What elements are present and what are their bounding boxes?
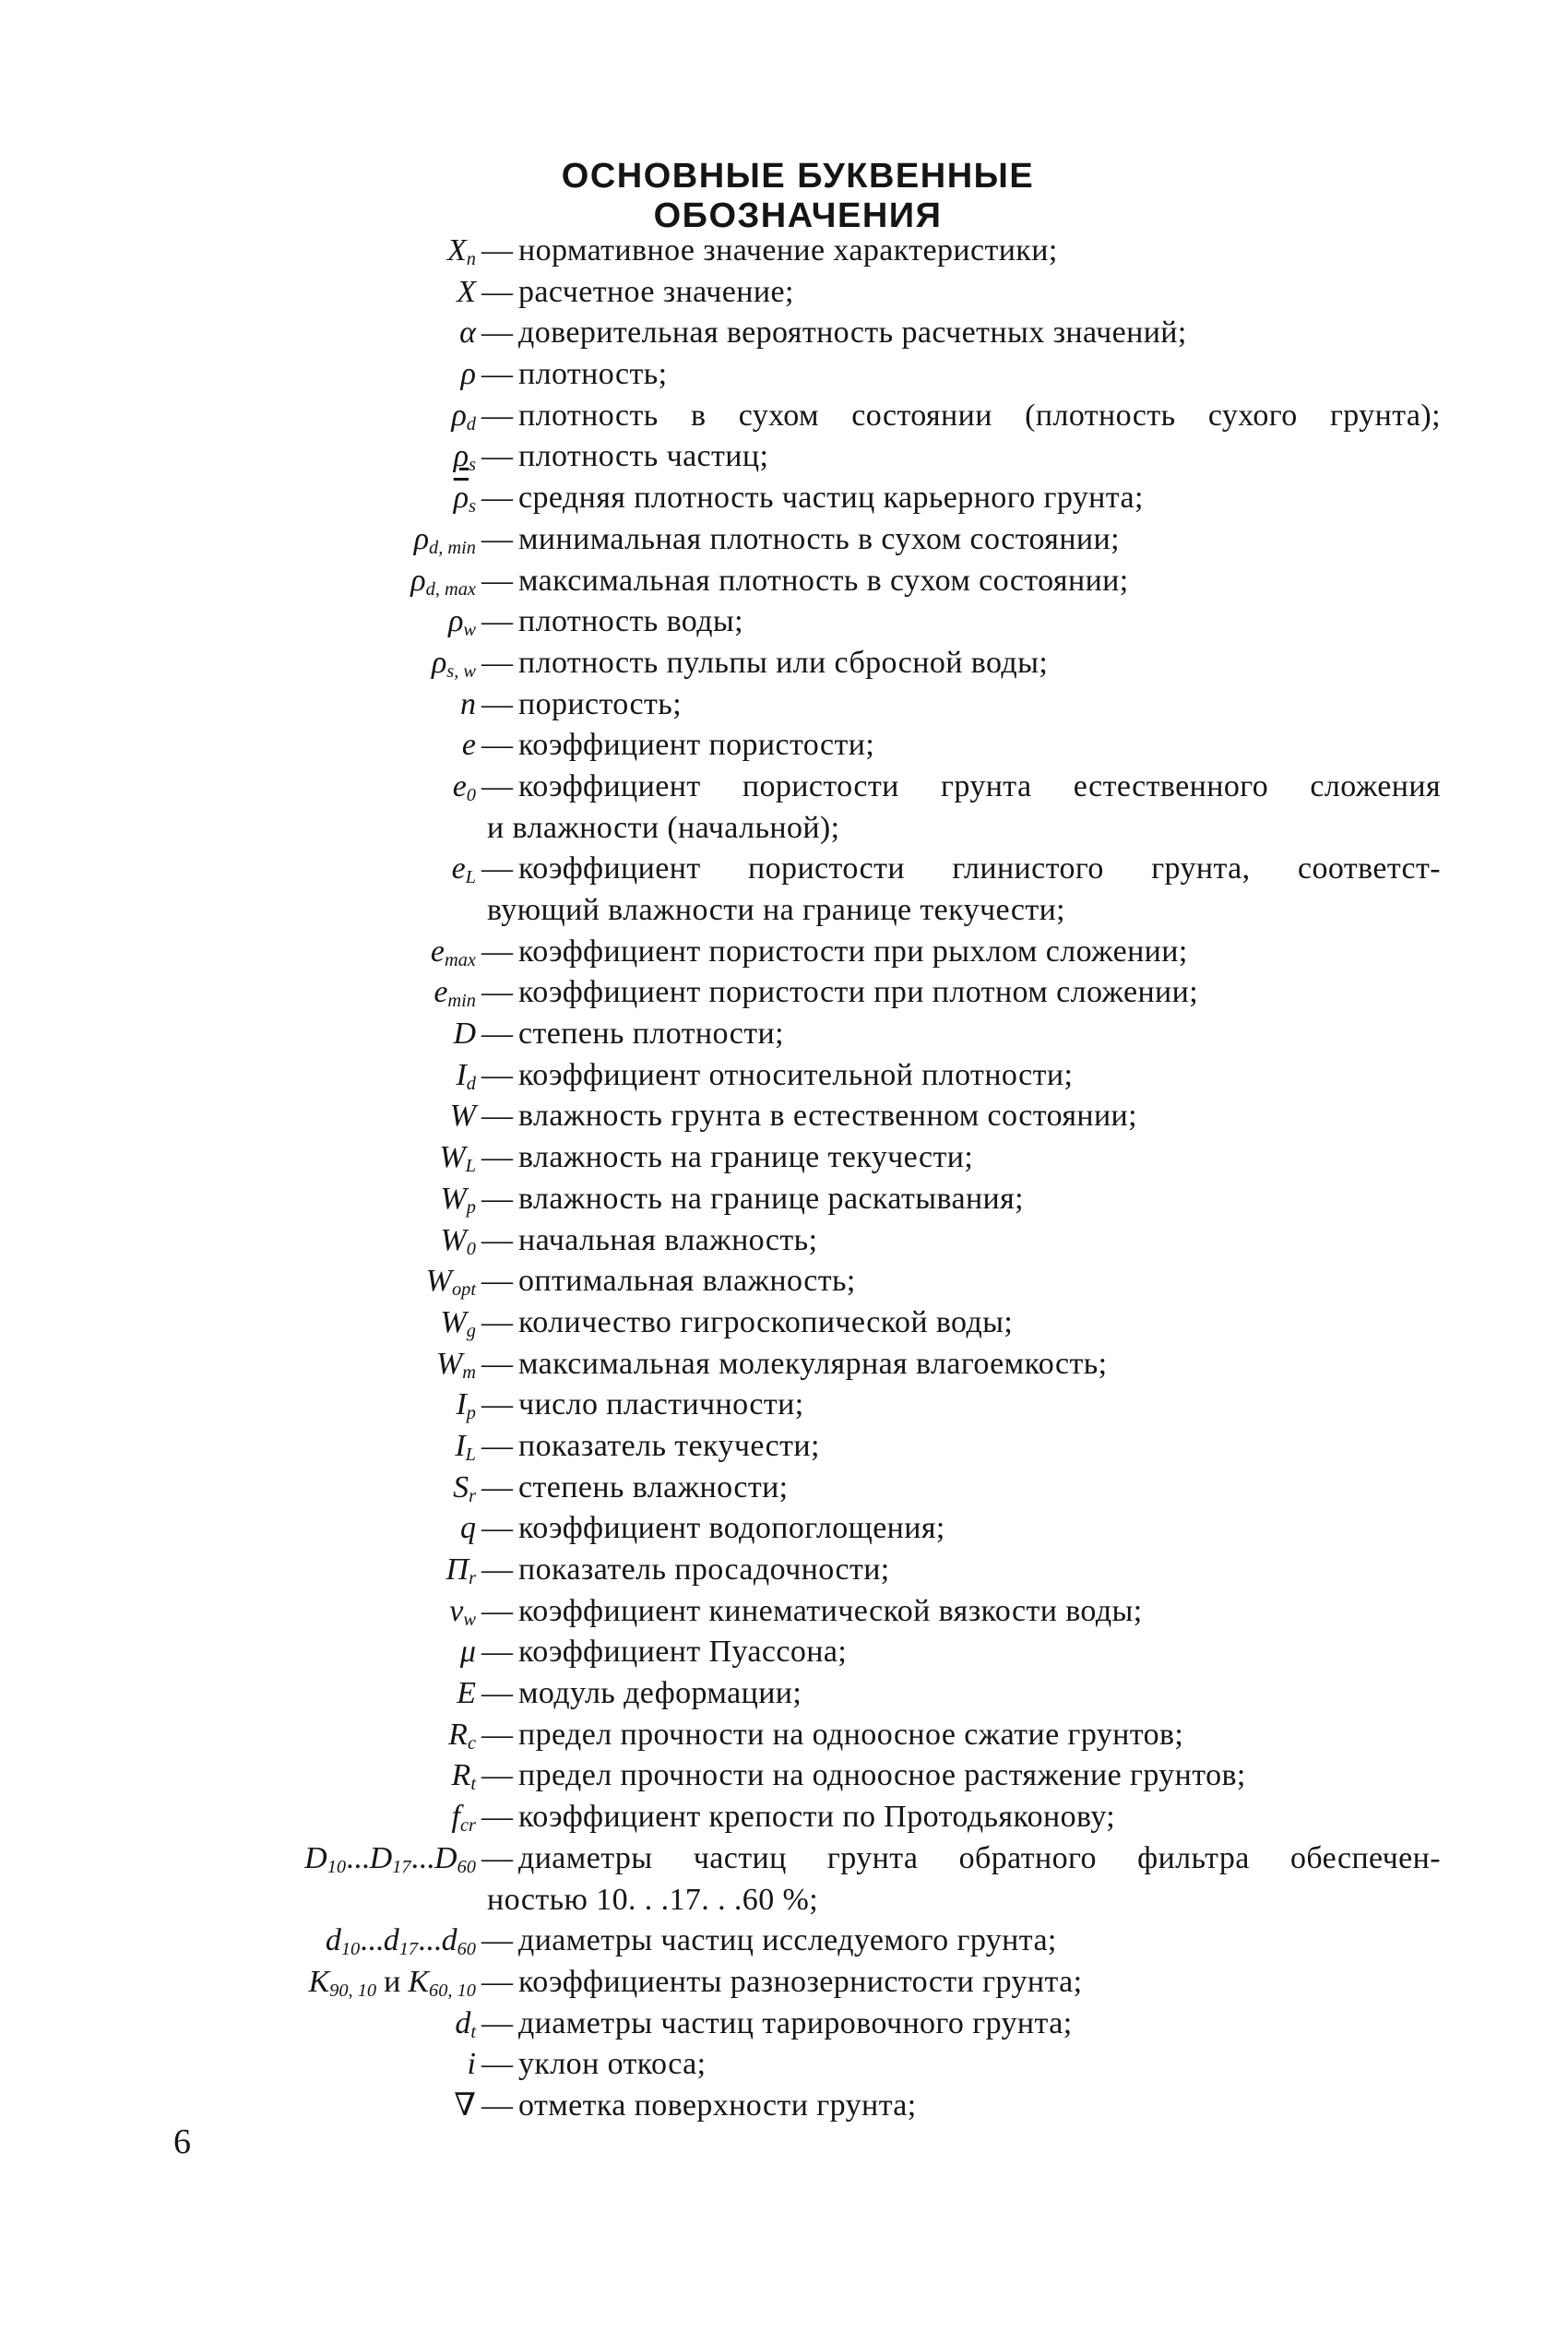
- symbol-base: d: [383, 1923, 399, 1958]
- em-dash: —: [481, 1346, 513, 1381]
- symbol-entry: [0, 354, 1568, 396]
- symbol-subscript: d: [466, 1073, 476, 1094]
- em-dash: —: [481, 1140, 513, 1175]
- em-dash: —: [481, 1057, 513, 1092]
- symbol: [0, 849, 478, 890]
- em-dash: —: [481, 934, 513, 969]
- em-dash: —: [481, 398, 513, 433]
- symbol-definition: количество гигроскопической воды;: [518, 1304, 1014, 1339]
- symbol-entry: [0, 519, 1568, 561]
- symbol: [0, 1261, 478, 1302]
- symbol-definition: плотность;: [518, 357, 668, 392]
- symbol-entry: [0, 1962, 1568, 2004]
- symbol-entry: [0, 849, 1568, 890]
- em-dash: —: [481, 686, 513, 721]
- symbol-entry: [0, 1344, 1568, 1386]
- symbol-entry: [0, 932, 1568, 973]
- symbol-base: μ: [459, 1635, 476, 1670]
- symbol-definition: коэффициент водопоглощения;: [518, 1511, 945, 1546]
- symbol: [0, 1014, 478, 1055]
- symbol-base: D: [304, 1840, 327, 1875]
- symbol-entry: [0, 436, 1568, 478]
- symbol-entry: [0, 684, 1568, 726]
- symbol-subscript: d: [466, 413, 476, 434]
- symbol-definition: влажность на границе текучести;: [518, 1140, 974, 1175]
- symbol-base: K: [308, 1964, 330, 1999]
- symbol-entry: [0, 1137, 1568, 1179]
- symbol-entry: [0, 1550, 1568, 1591]
- symbol-entry: [0, 1014, 1568, 1055]
- em-dash: —: [481, 1717, 513, 1752]
- symbol-entry: [0, 2004, 1568, 2045]
- symbol-subscript: d, min: [429, 537, 476, 558]
- symbol-subscript: max: [445, 949, 476, 970]
- em-dash: —: [481, 2087, 513, 2123]
- symbol-subscript: L: [465, 1156, 476, 1177]
- symbol-definition-continuation: ностью 10. . .17. . .60 %;: [487, 1882, 819, 1917]
- symbol-entry: [0, 561, 1568, 602]
- symbol: [0, 436, 478, 478]
- symbol-base: ∇: [454, 2087, 476, 2123]
- symbol: [0, 1755, 478, 1797]
- symbol-subscript: 10: [327, 1856, 347, 1877]
- symbol-base: ρ: [460, 357, 476, 392]
- symbol-definition: степень влажности;: [518, 1469, 789, 1505]
- symbol-subscript: c: [467, 1732, 476, 1754]
- symbol-definition: коэффициенты разнозернистости грунта;: [518, 1964, 1083, 1999]
- symbol-definition: предел прочности на одноосное сжатие грунтов;: [518, 1717, 1184, 1752]
- symbol-definition: пористость;: [518, 686, 683, 721]
- symbol: [0, 231, 478, 272]
- symbol-subscript: 90, 10: [329, 1980, 377, 2001]
- page-number: 6: [173, 2123, 191, 2161]
- symbol-ellipsis: ...: [360, 1923, 384, 1958]
- symbol-entry: [0, 1632, 1568, 1673]
- symbol-base: e: [434, 975, 448, 1010]
- symbol-definition: средняя плотность частиц карьерного грунта;: [518, 481, 1144, 516]
- symbol-entry: [0, 2044, 1568, 2086]
- em-dash: —: [481, 1800, 513, 1835]
- symbol-entry: [0, 1468, 1568, 1509]
- em-dash: —: [481, 2047, 513, 2082]
- symbol-entry: [0, 272, 1568, 314]
- symbol-entry: [0, 1055, 1568, 1097]
- symbol: [0, 2044, 478, 2086]
- em-dash: —: [481, 1964, 513, 1999]
- symbol-base: I: [456, 1057, 467, 1092]
- em-dash: —: [481, 1635, 513, 1670]
- symbol-base: ρ: [410, 563, 426, 598]
- symbol-base: $\overline{\rho}$: [453, 481, 469, 516]
- symbol-subscript: 60: [457, 1856, 476, 1877]
- em-dash: —: [481, 563, 513, 598]
- symbol-subscript: L: [465, 1445, 476, 1466]
- symbol-base: W: [425, 1264, 452, 1299]
- symbol-base: ρ: [453, 439, 469, 474]
- symbol: [0, 561, 478, 602]
- symbol-subscript: r: [469, 1485, 476, 1506]
- symbol-entry: [0, 231, 1568, 272]
- symbol: [0, 313, 478, 354]
- symbol-subscript: min: [447, 991, 476, 1012]
- symbol-base: I: [456, 1387, 467, 1422]
- em-dash: —: [481, 233, 513, 268]
- symbol-definition: модуль деформации;: [518, 1676, 802, 1711]
- em-dash: —: [481, 1511, 513, 1546]
- em-dash: —: [481, 645, 513, 680]
- symbol-definition: влажность грунта в естественном состоянии;: [518, 1099, 1138, 1134]
- symbol-entry: [0, 972, 1568, 1014]
- symbol-definition: плотность частиц;: [518, 439, 769, 474]
- symbol: [0, 767, 478, 808]
- symbol-conjunction: и: [384, 1964, 401, 1999]
- symbol-entry: [0, 1096, 1568, 1137]
- em-dash: —: [481, 1552, 513, 1587]
- symbol-definition: плотность пульпы или сбросной воды;: [518, 645, 1049, 680]
- symbol-definition: диаметры частиц исследуемого грунта;: [518, 1923, 1057, 1958]
- symbol: [0, 1055, 478, 1097]
- symbol: [0, 601, 478, 643]
- symbol-definition: коэффициент пористости грунта естественного сложения: [518, 768, 1441, 803]
- symbol-subscript: d, max: [425, 578, 476, 600]
- symbol: [0, 1468, 478, 1509]
- em-dash: —: [481, 274, 513, 309]
- em-dash: —: [481, 357, 513, 392]
- em-dash: —: [481, 1923, 513, 1958]
- symbol-subscript: s, w: [446, 660, 476, 682]
- em-dash: —: [481, 1181, 513, 1216]
- symbol-subscript: t: [470, 2021, 476, 2042]
- symbol-definition: максимальная молекулярная влагоемкость;: [518, 1346, 1108, 1381]
- symbol-entry: [0, 725, 1568, 767]
- symbol-list: [0, 231, 1568, 2127]
- symbol-definition: коэффициент пористости глинистого грунта, соответст-: [518, 851, 1441, 886]
- symbol-subscript: 0: [466, 785, 476, 806]
- symbol-entry: [0, 1508, 1568, 1550]
- symbol-ellipsis: ...: [410, 1840, 435, 1875]
- symbol-definition: доверительная вероятность расчетных значений;: [518, 315, 1187, 351]
- symbol: [0, 1962, 478, 2004]
- symbol: [0, 1673, 478, 1715]
- symbol: [0, 396, 478, 437]
- em-dash: —: [481, 1387, 513, 1422]
- symbol: [0, 1137, 478, 1179]
- em-dash: —: [481, 521, 513, 556]
- em-dash: —: [481, 728, 513, 763]
- symbol-definition: диаметры частиц грунта обратного фильтра обеспечен-: [518, 1840, 1441, 1875]
- symbol-definition: коэффициент относительной плотности;: [518, 1057, 1074, 1092]
- symbol-definition: коэффициент Пуассона;: [518, 1635, 848, 1670]
- em-dash: —: [481, 604, 513, 639]
- symbol-subscript: r: [469, 1568, 476, 1589]
- symbol-base: ρ: [431, 645, 447, 680]
- symbol-entry: [0, 1591, 1568, 1633]
- em-dash: —: [481, 315, 513, 351]
- symbol-subscript: L: [465, 867, 476, 888]
- symbol-subscript: w: [463, 1609, 476, 1630]
- em-dash: —: [481, 768, 513, 803]
- symbol-base: i: [467, 2047, 476, 2082]
- symbol-base: W: [435, 1346, 463, 1381]
- symbol-entry: [0, 643, 1568, 684]
- symbol-subscript: 60, 10: [429, 1980, 476, 2001]
- symbol-base: K: [408, 1964, 430, 1999]
- symbol: [0, 2086, 478, 2127]
- em-dash: —: [481, 1428, 513, 1463]
- symbol-base: W: [449, 1099, 476, 1134]
- symbol-entry: [0, 1715, 1568, 1756]
- symbol: [0, 1385, 478, 1426]
- symbol-definition: нормативное значение характеристики;: [518, 233, 1058, 268]
- em-dash: —: [481, 1222, 513, 1257]
- symbol-base: П: [445, 1552, 469, 1587]
- symbol-entry: [0, 313, 1568, 354]
- em-dash: —: [481, 2005, 513, 2040]
- symbol-base: e: [461, 728, 476, 763]
- symbol-base: D: [369, 1840, 393, 1875]
- symbol-entry: [0, 1838, 1568, 1880]
- symbol: [0, 1302, 478, 1344]
- symbol: [0, 1426, 478, 1468]
- symbol-definition: коэффициент крепости по Протодьяконову;: [518, 1800, 1116, 1835]
- symbol-entry-continuation: [0, 890, 1568, 932]
- symbol-definition: предел прочности на одноосное растяжение грунтов;: [518, 1758, 1246, 1793]
- symbol: [0, 1715, 478, 1756]
- symbol-entry: [0, 1261, 1568, 1302]
- symbol-entry: [0, 767, 1568, 808]
- symbol-base: W: [440, 1222, 467, 1257]
- symbol-definition-continuation: и влажности (начальной);: [487, 810, 840, 845]
- symbol-definition: начальная влажность;: [518, 1222, 818, 1257]
- symbol-base: I: [455, 1428, 466, 1463]
- em-dash: —: [481, 1469, 513, 1505]
- symbol-entry: [0, 1220, 1568, 1262]
- em-dash: —: [481, 1676, 513, 1711]
- symbol-entry: [0, 1302, 1568, 1344]
- symbol-definition: минимальная плотность в сухом состоянии;: [518, 521, 1120, 556]
- symbol: [0, 1179, 478, 1220]
- symbol-ellipsis: ...: [346, 1840, 370, 1875]
- symbol-base: f: [451, 1800, 460, 1835]
- symbol-base: ρ: [448, 604, 464, 639]
- symbol: [0, 272, 478, 314]
- symbol-definition: показатель просадочности;: [518, 1552, 890, 1587]
- symbol-base: D: [434, 1840, 457, 1875]
- symbol-base: d: [441, 1923, 457, 1958]
- symbol-subscript: s: [469, 455, 476, 476]
- symbol: [0, 1096, 478, 1137]
- symbol-definition-continuation: вующий влажности на границе текучести;: [487, 893, 1066, 927]
- symbol-subscript: opt: [451, 1279, 476, 1301]
- symbol-entry: [0, 1921, 1568, 1962]
- symbol-base: n: [460, 686, 476, 721]
- symbol-entry: [0, 1426, 1568, 1468]
- symbol-base: W: [439, 1140, 466, 1175]
- symbol: [0, 1591, 478, 1633]
- symbol-entry: [0, 1755, 1568, 1797]
- symbol-base: e: [451, 851, 466, 886]
- symbol-base: q: [460, 1511, 476, 1546]
- symbol-base: S: [453, 1469, 469, 1505]
- symbol-definition: показатель текучести;: [518, 1428, 820, 1463]
- symbol-subscript: p: [466, 1196, 476, 1218]
- symbol-entry: [0, 1673, 1568, 1715]
- symbol-subscript: m: [462, 1362, 476, 1383]
- symbol-definition: коэффициент пористости;: [518, 728, 875, 763]
- symbol-base: R: [448, 1717, 468, 1752]
- symbol-entry: [0, 601, 1568, 643]
- em-dash: —: [481, 1304, 513, 1339]
- symbol-base: d: [455, 2005, 471, 2040]
- symbol-subscript: t: [470, 1774, 476, 1795]
- symbol-subscript: s: [469, 496, 476, 517]
- symbol-definition: степень плотности;: [518, 1017, 784, 1052]
- symbol: [0, 1921, 478, 1962]
- symbol-subscript: 60: [457, 1939, 476, 1960]
- symbol-base: R: [451, 1758, 471, 1793]
- symbol-ellipsis: ...: [418, 1923, 442, 1958]
- symbol: [0, 684, 478, 726]
- symbol-subscript: cr: [460, 1815, 476, 1837]
- symbol-entry: [0, 478, 1568, 519]
- symbol-entry: [0, 1797, 1568, 1838]
- symbol: [0, 1220, 478, 1262]
- em-dash: —: [481, 439, 513, 474]
- symbol-base: W: [440, 1181, 467, 1216]
- symbol-definition: плотность в сухом состоянии (плотность сухого грунта);: [518, 398, 1441, 433]
- symbol: [0, 1344, 478, 1386]
- symbol-base: ρ: [451, 398, 467, 433]
- symbol: [0, 1838, 478, 1880]
- symbol-subscript: n: [466, 249, 476, 270]
- symbol: [0, 1508, 478, 1550]
- symbol-subscript: g: [466, 1320, 476, 1341]
- symbol-definition: максимальная плотность в сухом состоянии;: [518, 563, 1129, 598]
- symbol-definition: оптимальная влажность;: [518, 1264, 856, 1299]
- symbol: [0, 1632, 478, 1673]
- em-dash: —: [481, 481, 513, 516]
- symbol-subscript: p: [466, 1403, 476, 1424]
- symbol-definition: отметка поверхности грунта;: [518, 2087, 917, 2123]
- symbol-subscript: 0: [466, 1238, 476, 1259]
- symbol-definition: коэффициент пористости при плотном сложении;: [518, 975, 1199, 1010]
- symbol-base: e: [452, 768, 467, 803]
- symbol-definition: диаметры частиц тарировочного грунта;: [518, 2005, 1073, 2040]
- symbol-definition: плотность воды;: [518, 604, 743, 639]
- symbol: [0, 972, 478, 1014]
- page-title: ОСНОВНЫЕ БУКВЕННЫЕ ОБОЗНАЧЕНИЯ: [561, 157, 1035, 235]
- symbol-entry: [0, 1385, 1568, 1426]
- symbol-definition: уклон откоса;: [518, 2047, 707, 2082]
- symbol: [0, 643, 478, 684]
- symbol: [0, 932, 478, 973]
- symbol-definition: коэффициент пористости при рыхлом сложении;: [518, 934, 1188, 969]
- symbol: [0, 354, 478, 396]
- symbol-subscript: 17: [392, 1856, 411, 1877]
- symbol-subscript: 10: [340, 1939, 361, 1960]
- symbol-base: ρ: [413, 521, 430, 556]
- symbol-subscript: 17: [398, 1939, 419, 1960]
- em-dash: —: [481, 851, 513, 886]
- symbol: [0, 725, 478, 767]
- em-dash: —: [481, 1840, 513, 1875]
- symbol-base: D: [453, 1017, 476, 1052]
- symbol-entry: [0, 2086, 1568, 2127]
- symbol-base: d: [325, 1923, 341, 1958]
- symbol-entry: [0, 396, 1568, 437]
- symbol-base: W: [440, 1304, 467, 1339]
- em-dash: —: [481, 1758, 513, 1793]
- symbol-base: X: [457, 274, 476, 309]
- em-dash: —: [481, 1593, 513, 1628]
- symbol-base: α: [459, 315, 476, 351]
- symbol: [0, 1797, 478, 1838]
- symbol-entry: [0, 1179, 1568, 1220]
- symbol-base: e: [430, 934, 445, 969]
- symbol-subscript: w: [463, 620, 476, 641]
- symbol-base: X: [447, 233, 467, 268]
- symbol-base: ν: [449, 1593, 464, 1628]
- symbol-definition: влажность на границе раскатывания;: [518, 1181, 1025, 1216]
- em-dash: —: [481, 1017, 513, 1052]
- em-dash: —: [481, 1264, 513, 1299]
- symbol-definition: коэффициент кинематической вязкости воды;: [518, 1593, 1143, 1628]
- symbol: [0, 519, 478, 561]
- symbol: [0, 2004, 478, 2045]
- symbol-entry-continuation: [0, 1880, 1568, 1921]
- symbol-definition: число пластичности;: [518, 1387, 804, 1422]
- symbol-base: E: [457, 1676, 476, 1711]
- em-dash: —: [481, 975, 513, 1010]
- symbol: [0, 478, 478, 519]
- symbol-definition: расчетное значение;: [518, 274, 794, 309]
- em-dash: —: [481, 1099, 513, 1134]
- symbol: [0, 1550, 478, 1591]
- symbol-entry-continuation: [0, 808, 1568, 850]
